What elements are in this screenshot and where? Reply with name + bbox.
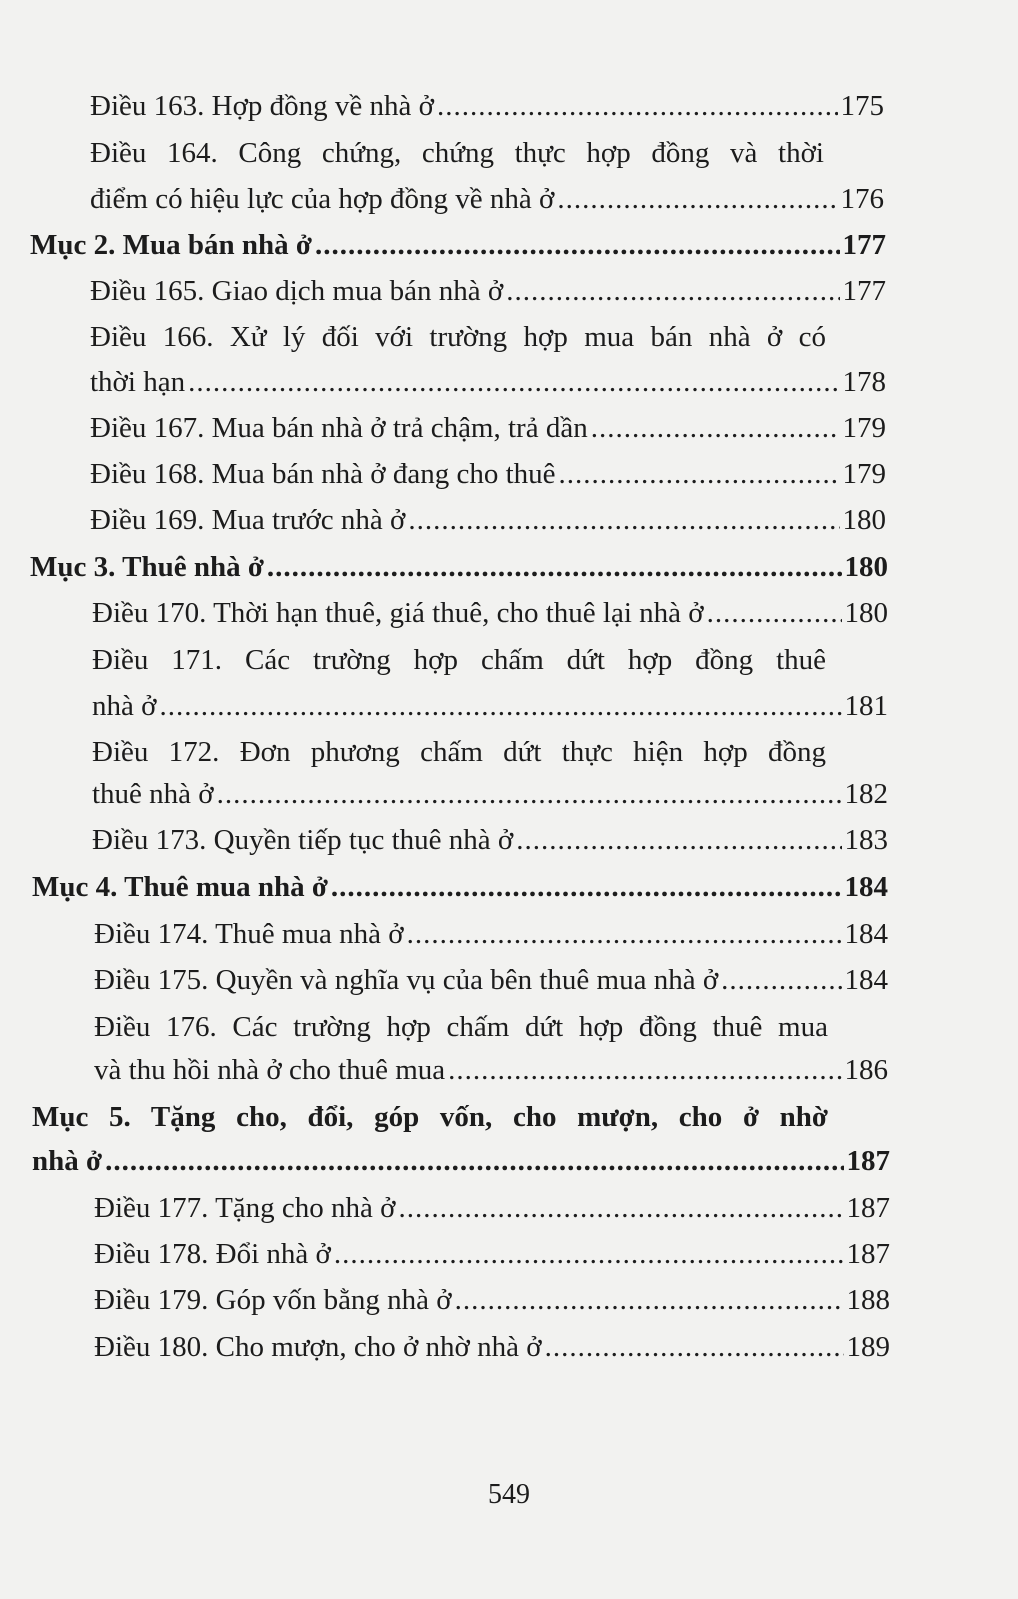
toc-entry-page: 183 — [844, 824, 888, 856]
toc-entry-text: thời hạn — [90, 366, 186, 398]
toc-leader-dots — [707, 593, 842, 633]
toc-entry-text: Điều 166. Xử lý đối với trường hợp mua bán nhà ở có — [90, 321, 826, 353]
toc-leader-dots — [721, 960, 841, 1000]
toc-leader-dots — [516, 820, 841, 860]
toc-section-muc-5-line2 — [32, 1141, 890, 1181]
toc-section-text: Mục 3. Thuê nhà ở — [30, 551, 264, 583]
toc-leader-dots — [437, 86, 838, 126]
toc-entry-dieu-179 — [94, 1280, 890, 1320]
toc-leader-dots — [331, 867, 842, 907]
toc-leader-dots — [105, 1141, 843, 1181]
toc-entry-text: Điều 164. Công chứng, chứng thực hợp đồng và thời — [90, 137, 824, 169]
toc-entry-page: 186 — [844, 1054, 888, 1086]
toc-leader-dots — [545, 1327, 844, 1367]
toc-leader-dots — [334, 1234, 844, 1274]
toc-entry-dieu-174 — [94, 914, 888, 954]
toc-section-text: Mục 4. Thuê mua nhà ở — [32, 871, 328, 903]
toc-section-muc-5-line1 — [32, 1097, 828, 1137]
toc-entry-page: 179 — [842, 412, 886, 444]
toc-entry-text: Điều 180. Cho mượn, cho ở nhờ nhà ở — [94, 1331, 542, 1363]
toc-entry-page: 189 — [846, 1331, 890, 1363]
toc-section-text: nhà ở — [32, 1145, 103, 1177]
toc-entry-text: và thu hồi nhà ở cho thuê mua — [94, 1054, 446, 1086]
toc-entry-text: nhà ở — [92, 690, 157, 722]
toc-entry-dieu-170 — [92, 593, 888, 633]
toc-entry-dieu-177 — [94, 1188, 890, 1228]
toc-entry-dieu-173 — [92, 820, 888, 860]
toc-leader-dots — [557, 179, 837, 219]
toc-leader-dots — [267, 547, 842, 587]
toc-section-muc-2 — [30, 225, 886, 265]
toc-entry-page: 177 — [842, 275, 886, 307]
toc-leader-dots — [399, 1188, 844, 1228]
toc-entry-text: Điều 177. Tặng cho nhà ở — [94, 1192, 396, 1224]
toc-section-page: 180 — [844, 551, 888, 583]
toc-entry-text: Điều 175. Quyền và nghĩa vụ của bên thuê mua nhà ở — [94, 964, 719, 996]
toc-entry-dieu-167 — [90, 408, 886, 448]
toc-leader-dots — [407, 914, 842, 954]
toc-leader-dots — [455, 1280, 844, 1320]
toc-entry-dieu-166-line1 — [90, 317, 826, 357]
toc-entry-page: 180 — [842, 504, 886, 536]
toc-entry-text: Điều 178. Đổi nhà ở — [94, 1238, 331, 1270]
toc-entry-page: 184 — [844, 918, 888, 950]
toc-entry-page: 187 — [846, 1238, 890, 1270]
toc-entry-dieu-171-line1 — [92, 640, 826, 680]
toc-entry-text: Điều 167. Mua bán nhà ở trả chậm, trả dần — [90, 412, 588, 444]
toc-entry-dieu-164-line2 — [90, 179, 884, 219]
toc-entry-dieu-169 — [90, 500, 886, 540]
toc-section-muc-4 — [32, 867, 888, 907]
toc-section-page: 177 — [842, 229, 886, 261]
toc-entry-text: Điều 170. Thời hạn thuê, giá thuê, cho thuê lại nhà ở — [92, 597, 704, 629]
toc-entry-page: 184 — [844, 964, 888, 996]
toc-entry-page: 175 — [840, 90, 884, 122]
toc-entry-dieu-176-line1 — [94, 1007, 828, 1047]
toc-section-page: 187 — [846, 1145, 890, 1177]
toc-entry-text: Điều 168. Mua bán nhà ở đang cho thuê — [90, 458, 556, 490]
toc-leader-dots — [188, 362, 839, 402]
toc-entry-text: Điều 173. Quyền tiếp tục thuê nhà ở — [92, 824, 514, 856]
toc-entry-text: Điều 169. Mua trước nhà ở — [90, 504, 406, 536]
toc-entry-text: Điều 174. Thuê mua nhà ở — [94, 918, 404, 950]
toc-leader-dots — [159, 686, 841, 726]
toc-entry-dieu-172-line2 — [92, 774, 888, 814]
toc-entry-page: 179 — [842, 458, 886, 490]
toc-entry-dieu-178 — [94, 1234, 890, 1274]
toc-entry-dieu-172-line1 — [92, 732, 826, 772]
toc-entry-text: Điều 172. Đơn phương chấm dứt thực hiện hợp đồng — [92, 736, 826, 768]
toc-entry-dieu-163 — [90, 86, 884, 126]
toc-leader-dots — [591, 408, 840, 448]
toc-entry-dieu-164-line1 — [90, 133, 824, 173]
toc-entry-dieu-171-line2 — [92, 686, 888, 726]
toc-entry-text: Điều 171. Các trường hợp chấm dứt hợp đồng thuê — [92, 644, 826, 676]
toc-leader-dots — [217, 774, 842, 814]
toc-section-page: 184 — [844, 871, 888, 903]
toc-leader-dots — [506, 271, 839, 311]
toc-entry-page: 188 — [846, 1284, 890, 1316]
toc-entry-page: 180 — [844, 597, 888, 629]
toc-leader-dots — [408, 500, 839, 540]
toc-leader-dots — [448, 1050, 841, 1090]
toc-entry-dieu-165 — [90, 271, 886, 311]
toc-entry-dieu-166-line2 — [90, 362, 886, 402]
toc-section-muc-3 — [30, 547, 888, 587]
toc-entry-text: Điều 165. Giao dịch mua bán nhà ở — [90, 275, 504, 307]
toc-entry-page: 182 — [844, 778, 888, 810]
toc-entry-dieu-168 — [90, 454, 886, 494]
toc-entry-dieu-180 — [94, 1327, 890, 1367]
toc-entry-text: Điều 179. Góp vốn bằng nhà ở — [94, 1284, 452, 1316]
toc-section-text: Mục 5. Tặng cho, đổi, góp vốn, cho mượn, cho ở nhờ — [32, 1101, 828, 1133]
toc-entry-dieu-175 — [94, 960, 888, 1000]
toc-entry-page: 178 — [842, 366, 886, 398]
toc-entry-text: Điều 176. Các trường hợp chấm dứt hợp đồng thuê mua — [94, 1011, 828, 1043]
toc-entry-text: thuê nhà ở — [92, 778, 214, 810]
toc-entry-text: điểm có hiệu lực của hợp đồng về nhà ở — [90, 183, 555, 215]
toc-entry-page: 181 — [844, 690, 888, 722]
toc-leader-dots — [559, 454, 840, 494]
toc-section-text: Mục 2. Mua bán nhà ở — [30, 229, 312, 261]
toc-entry-page: 176 — [840, 183, 884, 215]
toc-entry-page: 187 — [846, 1192, 890, 1224]
toc-entry-text: Điều 163. Hợp đồng về nhà ở — [90, 90, 434, 122]
toc-leader-dots — [315, 225, 840, 265]
page-number: 549 — [488, 1479, 530, 1510]
toc-entry-dieu-176-line2 — [94, 1050, 888, 1090]
